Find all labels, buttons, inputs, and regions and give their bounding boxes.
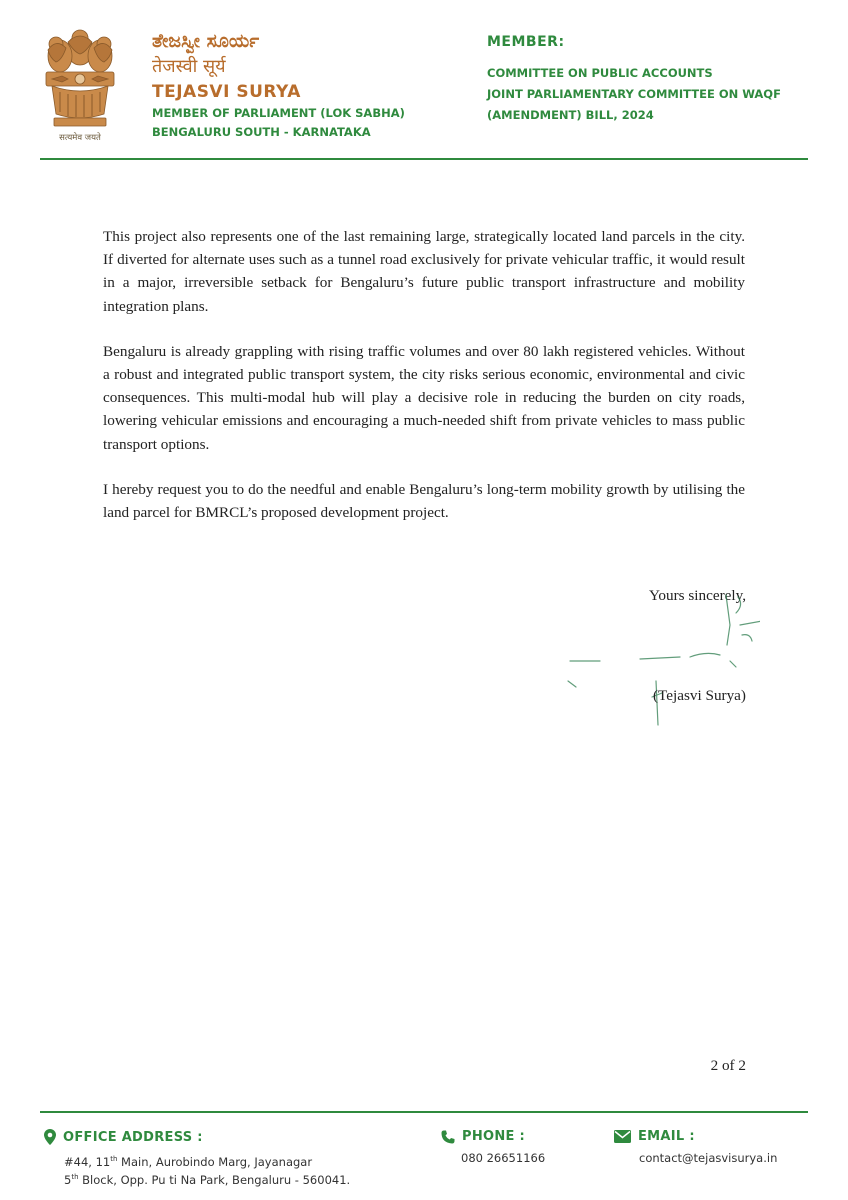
phone-icon [441,1130,455,1144]
header-divider [40,158,808,160]
address-line-1: #44, 11th Main, Aurobindo Marg, Jayanagar [64,1154,313,1169]
name-english: TEJASVI SURYA [152,82,301,102]
letterhead-identity [152,28,452,142]
paragraph: I hereby request you to do the needful and enable Bengaluru’s long-term mobility growth by utilising the land parcel for BMRCL’s proposed development project. [103,480,745,522]
name-kannada: ತೇಜಸ್ವೀ ಸೂರ್ಯ [152,30,260,52]
address-label: OFFICE ADDRESS : [63,1129,203,1145]
signature-block [560,585,746,745]
footer-address [44,1129,424,1188]
signee-name: (Tejasvi Surya) [653,687,746,704]
footer-divider [40,1111,808,1113]
footer-phone [441,1129,601,1166]
paragraph: This project also represents one of the last remaining large, strategically located land parcels in the city. If diverted for alternate uses such as a tunnel road exclusively for private vehicular traffic, it would result in a major, irreversible setback for Bengaluru’s future public transport infrastructure and mobility integration plans. [103,228,745,315]
email-address[interactable]: contact@tejasvisurya.in [639,1151,778,1165]
committee-memberships [487,34,827,126]
name-hindi: तेजस्वी सूर्य [152,56,226,77]
location-pin-icon [44,1129,56,1145]
closing-salutation: Yours sincerely, [648,587,746,604]
member-heading: MEMBER: [487,34,565,50]
handwritten-signature-icon [530,585,760,735]
designation: MEMBER OF PARLIAMENT (LOK SABHA) [152,106,405,120]
phone-label: PHONE : [462,1129,526,1144]
page-number: 2 of 2 [710,1057,746,1074]
emblem-motto: सत्यमेव जयते [59,133,101,143]
committee-item: JOINT PARLIAMENTARY COMMITTEE ON WAQF [487,87,781,101]
national-emblem [38,22,122,148]
footer-email [614,1129,814,1166]
constituency: BENGALURU SOUTH - KARNATAKA [152,125,371,139]
envelope-icon [614,1130,631,1143]
address-line-2: 5th Block, Opp. Pu ti Na Park, Bengaluru - 560041. [64,1172,351,1187]
lion-capital-icon [38,22,122,132]
email-label: EMAIL : [638,1129,695,1144]
committee-item: COMMITTEE ON PUBLIC ACCOUNTS [487,66,713,80]
paragraph: Bengaluru is already grappling with rising traffic volumes and over 80 lakh registered vehicles. Without a robust and integrated public transport system, the city risks serious economic, environmental and civic consequences. This multi-modal hub will play a decisive role in reducing the burden on city roads, lowering vehicular emissions and encouraging a much-needed shift from private vehicles to mass public transport options. [103,342,745,453]
committee-item: (AMENDMENT) BILL, 2024 [487,108,654,122]
letter-body [103,225,745,546]
address-text [64,1152,424,1188]
phone-number[interactable]: 080 26651166 [461,1151,546,1165]
